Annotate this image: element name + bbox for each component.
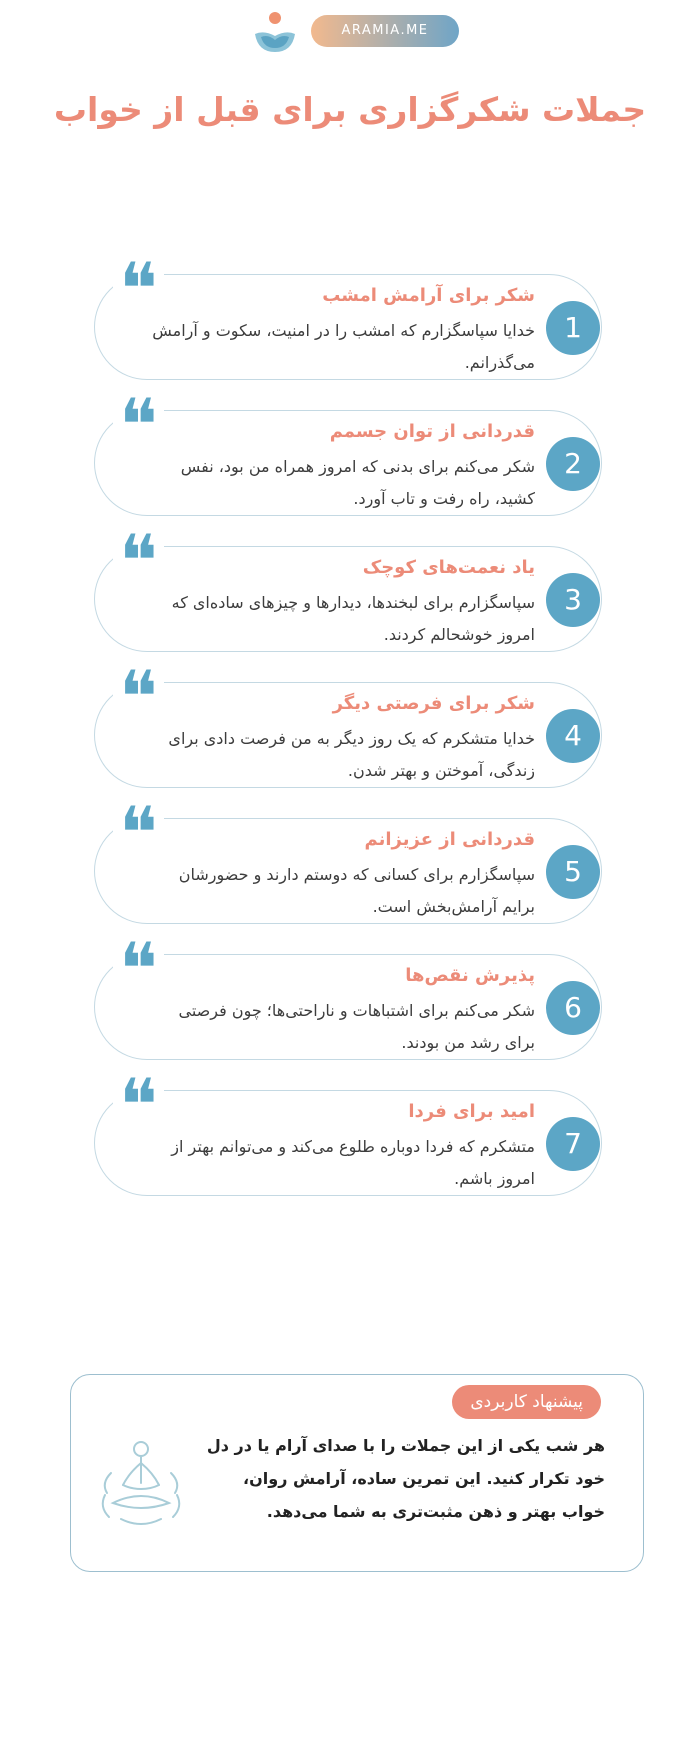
gratitude-card-4 bbox=[94, 661, 602, 788]
card-number: 4 bbox=[546, 709, 600, 763]
card-number: 1 bbox=[546, 301, 600, 355]
card-text: خدایا سپاسگزارم که امشب را در امنیت، سکوت و آرامش می‌گذرانم. bbox=[152, 321, 535, 372]
quote-icon: ❝ bbox=[113, 389, 164, 437]
quote-icon: ❝ bbox=[113, 661, 164, 709]
card-title: شکر برای آرامش امشب bbox=[322, 285, 535, 306]
card-number: 5 bbox=[546, 845, 600, 899]
gratitude-card-1 bbox=[94, 253, 602, 380]
card-text: سپاسگزارم برای لبخندها، دیدارها و چیزهای ساده‌ای که امروز خوشحالم کردند. bbox=[171, 593, 535, 644]
gratitude-card-6 bbox=[94, 933, 602, 1060]
gratitude-card-7 bbox=[94, 1069, 602, 1196]
card-number: 7 bbox=[546, 1117, 600, 1171]
quote-icon: ❝ bbox=[113, 1069, 164, 1117]
card-text: سپاسگزارم برای کسانی که دوستم دارند و حضورشان برایم آرامش‌بخش است. bbox=[178, 865, 535, 916]
card-title: امید برای فردا bbox=[408, 1101, 535, 1122]
card-text: شکر می‌کنم برای بدنی که امروز همراه من بود، نفس کشید، راه رفت و تاب آورد. bbox=[180, 457, 535, 508]
card-title: شکر برای فرصتی دیگر bbox=[332, 693, 535, 714]
tip-box bbox=[70, 1374, 644, 1572]
gratitude-card-3 bbox=[94, 525, 602, 652]
card-number: 3 bbox=[546, 573, 600, 627]
card-text: خدایا متشکرم که یک روز دیگر به من فرصت دادی برای زندگی، آموختن و بهتر شدن. bbox=[168, 729, 535, 780]
card-title: پذیرش نقص‌ها bbox=[405, 965, 535, 986]
card-text: شکر می‌کنم برای اشتباهات و ناراحتی‌ها؛ چون فرصتی برای رشد من بودند. bbox=[178, 1001, 535, 1052]
quote-icon: ❝ bbox=[113, 933, 164, 981]
quote-icon: ❝ bbox=[113, 525, 164, 573]
gratitude-card-5 bbox=[94, 797, 602, 924]
quote-icon: ❝ bbox=[113, 253, 164, 301]
meditation-icon bbox=[91, 1433, 191, 1533]
gratitude-card-2 bbox=[94, 389, 602, 516]
quote-icon: ❝ bbox=[113, 797, 164, 845]
card-title: یاد نعمت‌های کوچک bbox=[362, 557, 535, 578]
tip-label: پیشنهاد کاربردی bbox=[452, 1385, 601, 1419]
card-number: 6 bbox=[546, 981, 600, 1035]
card-number: 2 bbox=[546, 437, 600, 491]
page-title: جملات شکرگزاری برای قبل از خواب bbox=[53, 90, 647, 129]
card-title: قدردانی از عزیزانم bbox=[364, 829, 535, 850]
header bbox=[0, 10, 700, 54]
card-text: متشکرم که فردا دوباره طلوع می‌کند و می‌توانم بهتر از امروز باشم. bbox=[171, 1137, 535, 1188]
card-title: قدردانی از توان جسمم bbox=[329, 421, 535, 442]
tip-text: هر شب یکی از این جملات را با صدای آرام یا در دل خود تکرار کنید. این تمرین ساده، آرامش روان، خواب بهتر و ذهن مثبت‌تری به شما می‌دهد. bbox=[206, 1436, 605, 1521]
brand-badge[interactable]: ARAMIA.ME bbox=[311, 15, 459, 47]
logo-icon bbox=[252, 10, 298, 54]
